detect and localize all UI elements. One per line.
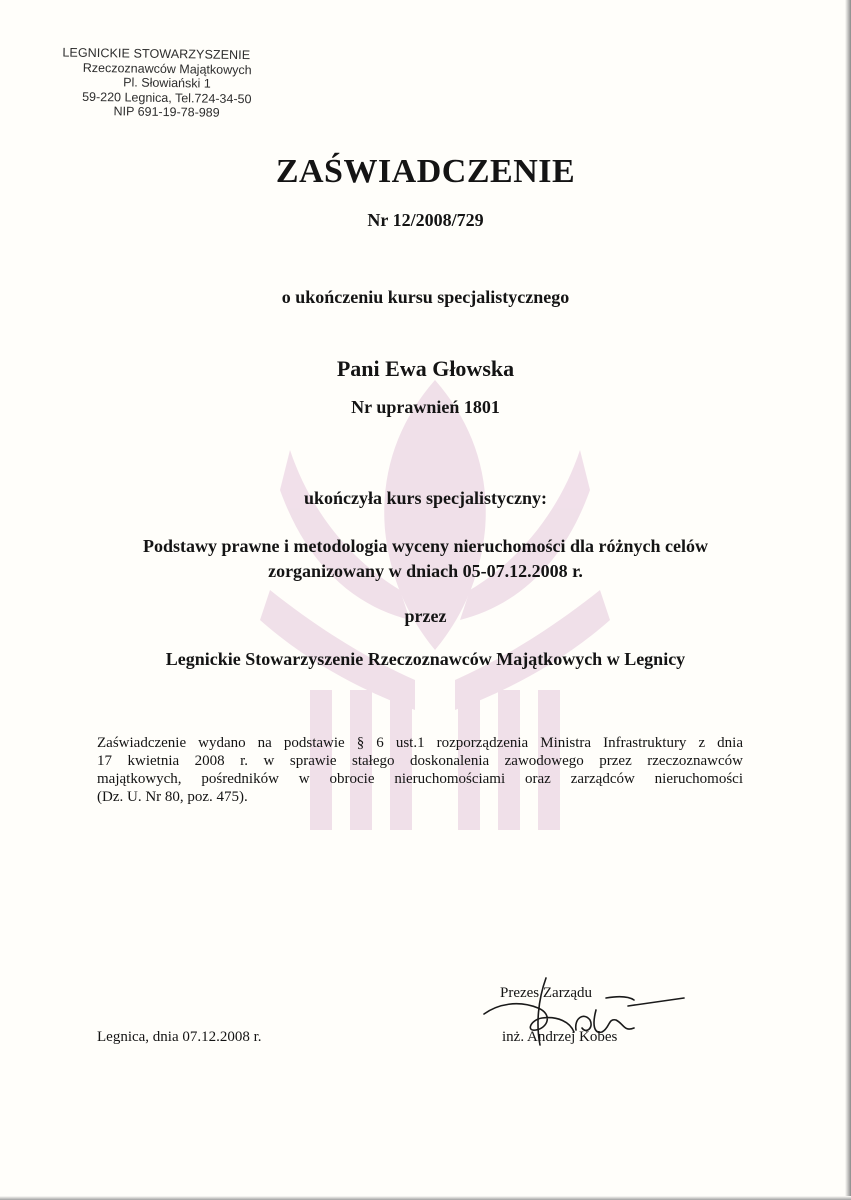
stamp-line-3: Pl. Słowiański 1: [123, 75, 211, 91]
legal-line-1: Zaświadczenie wydano na podstawie § 6 ust.1 rozporządzenia Ministra Infrastruktury z dnia: [97, 735, 743, 751]
course-title: Podstawy prawne i metodologia wyceny nieruchomości dla różnych celów: [143, 536, 708, 556]
legal-line-4: (Dz. U. Nr 80, poz. 475).: [97, 789, 248, 805]
signatory-role: Prezes Zarządu: [500, 985, 593, 1001]
stamp-line-1: LEGNICKIE STOWARZYSZENIE: [62, 45, 251, 63]
organization-stamp: [62, 46, 273, 121]
stamp-line-4: 59-220 Legnica, Tel.724-34-50: [82, 89, 252, 106]
course-dates: zorganizowany w dniach 05-07.12.2008 r.: [268, 561, 583, 581]
scan-edge-right: [845, 0, 851, 1200]
scan-edge-bottom: [0, 1196, 851, 1200]
stamp-line-5: NIP 691-19-78-989: [113, 104, 220, 120]
legal-line-2: 17 kwietnia 2008 r. w sprawie stałego doskonalenia zawodowego przez rzeczoznawców: [97, 753, 743, 769]
legal-line-3: majątkowych, pośredników w obrocie nieruchomościami oraz zarządców nieruchomości: [97, 771, 743, 787]
handwritten-signature: [478, 970, 688, 1055]
place-and-date: Legnica, dnia 07.12.2008 r.: [97, 1029, 262, 1045]
signatory-name: inż. Andrzej Kobes: [502, 1029, 618, 1045]
certificate-number: Nr 12/2008/729: [367, 210, 484, 230]
certificate-subject: o ukończeniu kursu specjalistycznego: [281, 287, 570, 307]
license-number: Nr uprawnień 1801: [351, 397, 500, 417]
organizer-name: Legnickie Stowarzyszenie Rzeczoznawców Majątkowych w Legnicy: [165, 649, 686, 669]
legal-basis-paragraph: [97, 734, 743, 806]
document-title: ZAŚWIADCZENIE: [275, 153, 576, 190]
stamp-line-2: Rzeczoznawców Majątkowych: [82, 60, 252, 77]
recipient-name: Pani Ewa Głowska: [336, 356, 515, 381]
by-label: przez: [404, 606, 447, 626]
completed-label: ukończyła kurs specjalistyczny:: [304, 488, 547, 508]
